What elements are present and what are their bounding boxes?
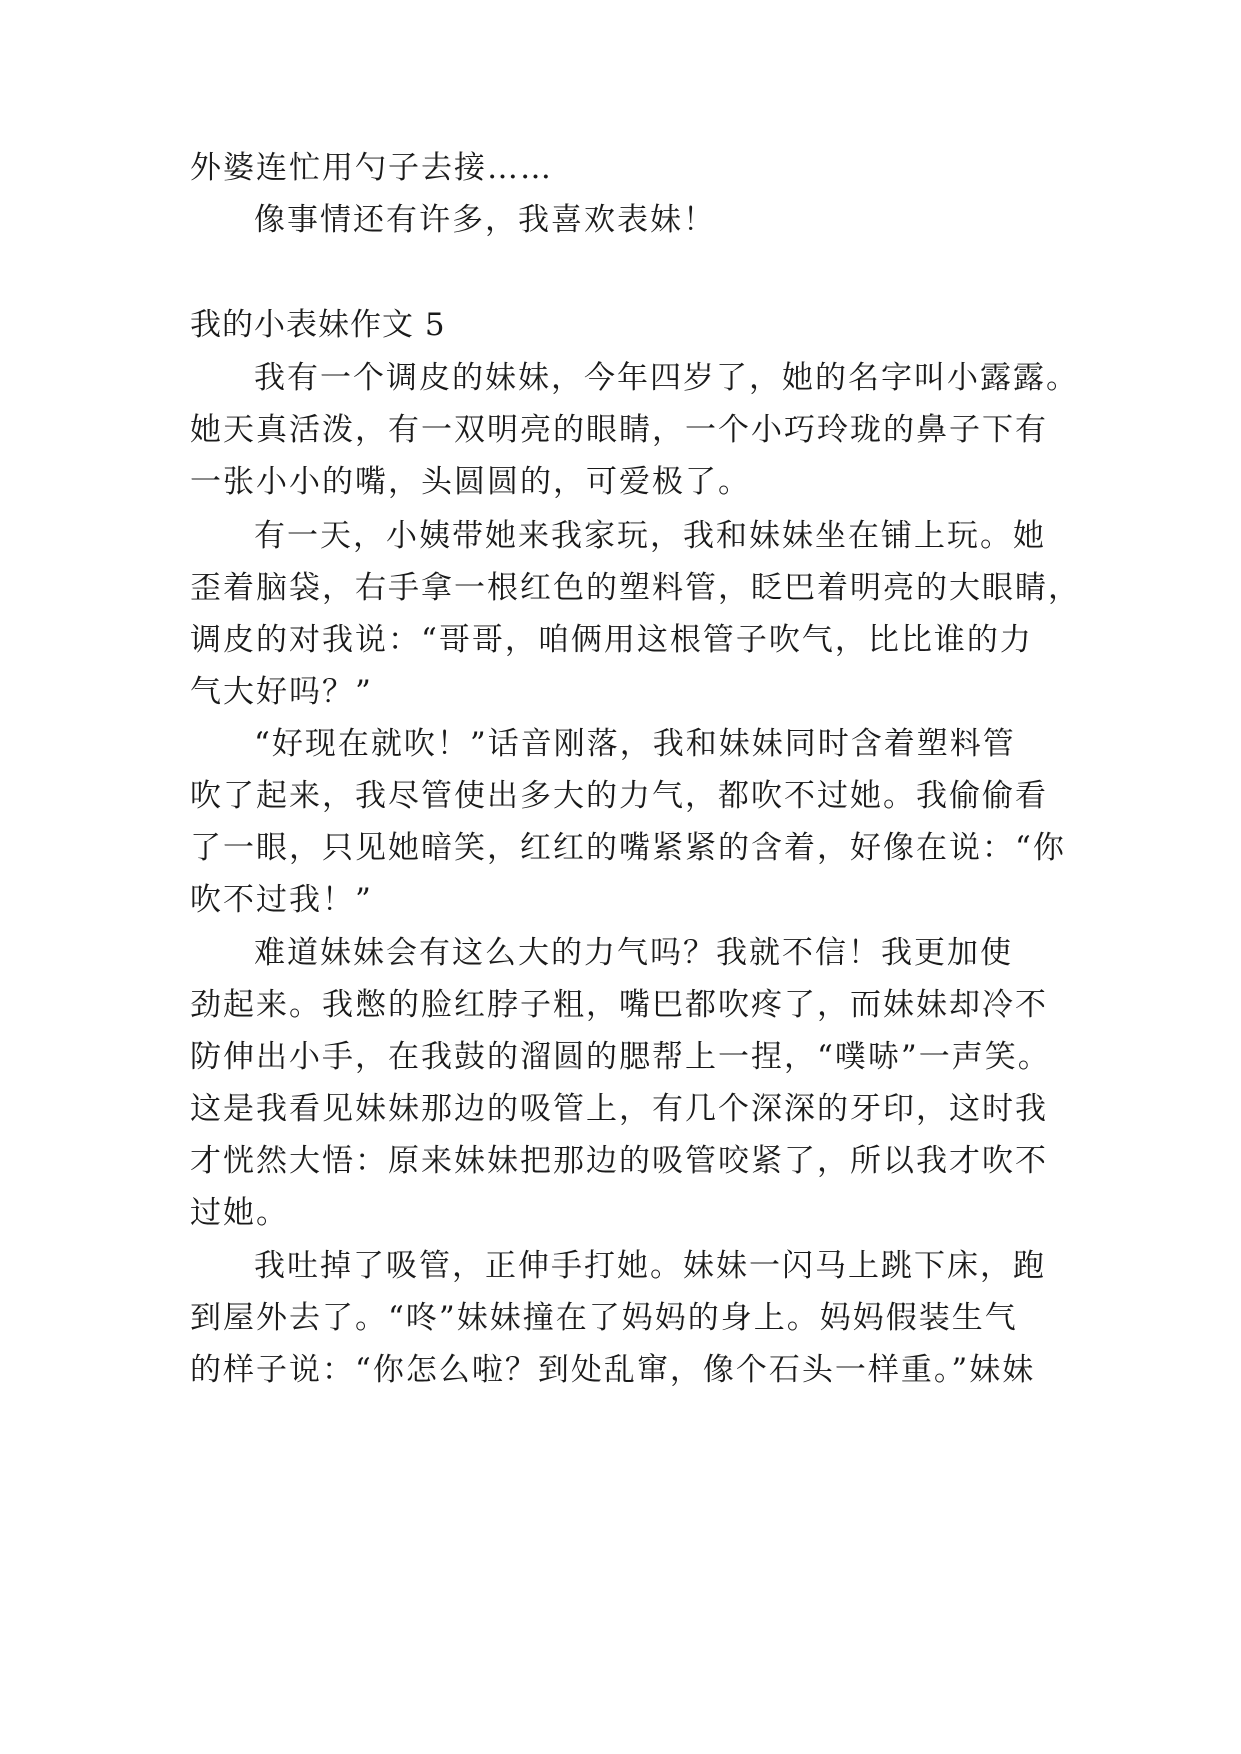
text-line: 劲起来。我憋的脸红脖子粗，嘴巴都吹疼了，而妹妹却冷不 bbox=[190, 987, 1048, 1023]
text-line: 像事情还有许多，我喜欢表妹！ bbox=[254, 202, 716, 238]
text-line: 的样子说：“你怎么啦？到处乱窜，像个石头一样重。”妹妹 bbox=[190, 1352, 1036, 1388]
text-line: 歪着脑袋，右手拿一根红色的塑料管，眨巴着明亮的大眼睛， bbox=[190, 570, 1081, 606]
text-line: 一张小小的嘴，头圆圆的，可爱极了。 bbox=[190, 464, 751, 500]
text-line: 吹了起来，我尽管使出多大的力气，都吹不过她。我偷偷看 bbox=[190, 778, 1048, 814]
section-heading: 我的小表妹作文 5 bbox=[190, 307, 446, 343]
text-line: 才恍然大悟：原来妹妹把那边的吸管咬紧了，所以我才吹不 bbox=[190, 1143, 1048, 1179]
text-line: 有一天，小姨带她来我家玩，我和妹妹坐在铺上玩。她 bbox=[254, 518, 1046, 554]
text-line: 难道妹妹会有这么大的力气吗？我就不信！我更加使 bbox=[254, 935, 1013, 971]
text-line: “好现在就吹！”话音刚落，我和妹妹同时含着塑料管 bbox=[254, 726, 1016, 762]
text-line: 到屋外去了。“咚”妹妹撞在了妈妈的身上。妈妈假装生气 bbox=[190, 1300, 1018, 1336]
text-line: 气大好吗？” bbox=[190, 674, 373, 710]
text-line: 我吐掉了吸管，正伸手打她。妹妹一闪马上跳下床，跑 bbox=[254, 1248, 1046, 1284]
text-line: 过她。 bbox=[190, 1195, 289, 1231]
text-line: 这是我看见妹妹那边的吸管上，有几个深深的牙印，这时我 bbox=[190, 1091, 1048, 1127]
text-line: 我有一个调皮的妹妹，今年四岁了，她的名字叫小露露。 bbox=[254, 360, 1079, 396]
text-line: 她天真活泼，有一双明亮的眼睛，一个小巧玲珑的鼻子下有 bbox=[190, 412, 1048, 448]
text-line: 外婆连忙用勺子去接…… bbox=[190, 150, 553, 186]
text-line: 防伸出小手，在我鼓的溜圆的腮帮上一捏，“噗哧”一声笑。 bbox=[190, 1039, 1051, 1075]
text-line: 吹不过我！” bbox=[190, 882, 373, 918]
text-line: 了一眼，只见她暗笑，红红的嘴紧紧的含着，好像在说：“你 bbox=[190, 830, 1066, 866]
text-line: 调皮的对我说：“哥哥，咱俩用这根管子吹气，比比谁的力 bbox=[190, 622, 1033, 658]
